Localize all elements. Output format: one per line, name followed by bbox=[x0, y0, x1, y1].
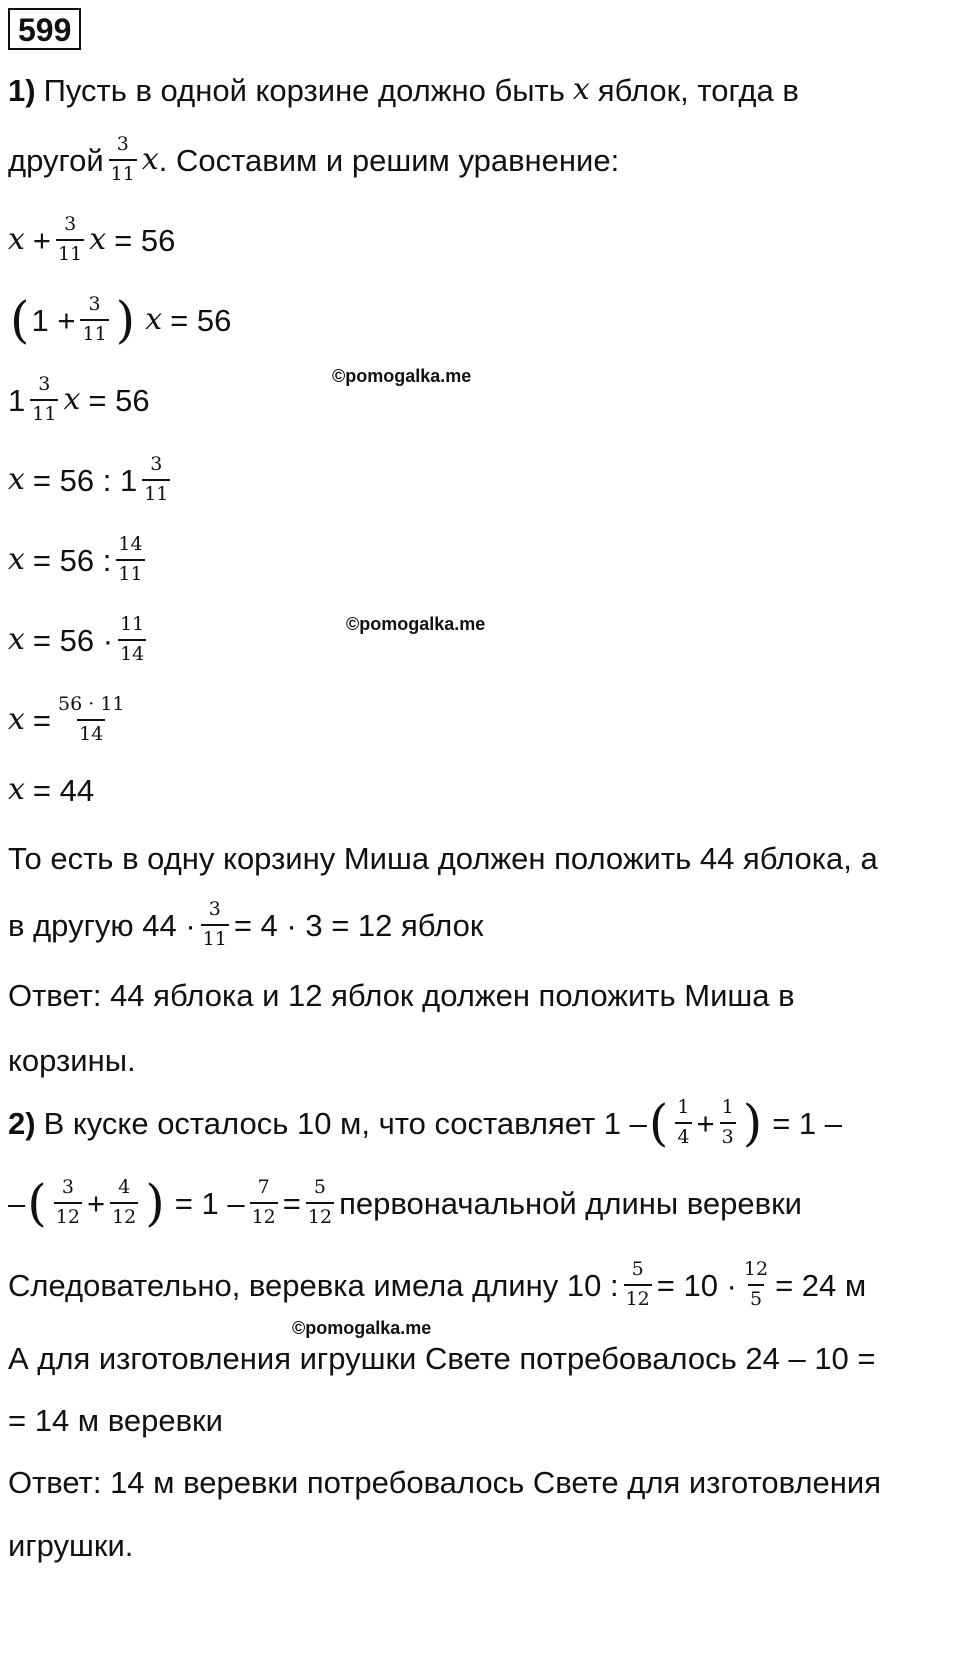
var-x: x bbox=[8, 702, 25, 737]
fraction-3-11: 3 11 bbox=[144, 453, 169, 505]
p2-l2-dash: – bbox=[8, 1185, 26, 1221]
eq2-one-plus: 1 + bbox=[31, 302, 76, 338]
p1-line2 bbox=[8, 130, 619, 190]
p1-eq5 bbox=[8, 530, 150, 590]
p2-answer-1: Ответ: 14 м веревки потребовалось Свете для изготовления bbox=[8, 1464, 881, 1500]
var-x: x bbox=[8, 222, 25, 257]
eq2-rhs: = 56 bbox=[170, 302, 232, 338]
mixed-whole: 1 bbox=[8, 382, 26, 418]
var-x: x bbox=[145, 302, 163, 337]
p2-l2-eq2: = bbox=[282, 1185, 301, 1221]
p1-label: 1) bbox=[8, 72, 36, 108]
p2-l2-text: первоначальной длины веревки bbox=[339, 1185, 802, 1221]
p2-line1 bbox=[8, 1093, 842, 1153]
fraction-1-3: $\frac{1}{3}$ bbox=[721, 1096, 734, 1148]
paren-open: ( bbox=[10, 291, 30, 349]
paren-open: ( bbox=[648, 1094, 669, 1152]
var-x: x bbox=[63, 382, 81, 417]
p1-eq8 bbox=[8, 760, 94, 820]
var-x: x bbox=[572, 72, 590, 107]
p1-line2-text-b: . Составим и решим уравнение: bbox=[158, 142, 620, 178]
paren-close: ) bbox=[115, 291, 136, 349]
fraction-11-14: 11 14 bbox=[120, 613, 145, 665]
problem-number-box: 599 bbox=[8, 8, 81, 50]
fraction-14-11: 14 11 bbox=[118, 533, 143, 585]
fraction-3-11: 3 11 bbox=[32, 373, 57, 425]
fraction-3-11: $\frac{3}{11}$ bbox=[202, 898, 227, 950]
paren-close: ) bbox=[742, 1094, 763, 1152]
fraction-56x11-14: $\frac{56 \cdot 11}{14}$ bbox=[58, 693, 125, 745]
fraction-1-4: 1 4 bbox=[677, 1096, 690, 1148]
p1-line2-text-a: другой bbox=[8, 142, 104, 178]
var-x: x bbox=[8, 772, 25, 807]
fraction-12-5: $\frac{12}{5}$ bbox=[743, 1258, 769, 1310]
p1-answer-1: Ответ: 44 яблока и 12 яблок должен положить Миша в bbox=[8, 977, 795, 1013]
watermark: ©pomogalka.me bbox=[346, 614, 486, 634]
fraction-4-12: $\frac{4}{12}$ bbox=[112, 1176, 137, 1228]
p1-eq2 bbox=[8, 290, 231, 350]
eq8-rhs: = 44 bbox=[32, 772, 95, 808]
paren-open: ( bbox=[27, 1174, 47, 1232]
p2-line4: А для изготовления игрушки Свете потребовалось 24 – 10 = bbox=[8, 1340, 876, 1376]
conclusion-2b: = 4 · 3 = 12 яблок bbox=[233, 907, 484, 943]
p1-eq1 bbox=[8, 210, 175, 270]
fraction-3-11: 3 11 bbox=[110, 133, 135, 185]
fraction-5-12: $\frac{5}{12}$ bbox=[625, 1258, 650, 1310]
var-x: x bbox=[8, 542, 25, 577]
p2-label: 2) bbox=[8, 1105, 36, 1141]
eq4-rhs: = 56 : 1 bbox=[32, 462, 138, 498]
fraction-5-12: $\frac{5}{12}$ bbox=[307, 1176, 333, 1228]
plus-sign: + bbox=[696, 1105, 715, 1141]
eq1-rhs: = 56 bbox=[114, 222, 176, 258]
fraction-3-11: $\frac{3}{11}$ bbox=[82, 293, 107, 345]
p2-l3-text: Следовательно, веревка имела длину 10 : bbox=[8, 1267, 619, 1303]
var-x: x bbox=[89, 222, 107, 257]
p2-l1-rhs: = 1 – bbox=[772, 1105, 843, 1141]
p1-line1-text-b: яблок, тогда в bbox=[597, 72, 799, 108]
var-x: x bbox=[8, 622, 25, 657]
eq5-rhs: = 56 : bbox=[32, 542, 112, 578]
plus-sign: + bbox=[86, 1185, 106, 1221]
p2-line5: = 14 м веревки bbox=[8, 1402, 223, 1438]
eq3-rhs: = 56 bbox=[88, 382, 150, 418]
fraction-3-11: $\frac{3}{11}$ bbox=[58, 213, 83, 265]
p1-answer-2: корзины. bbox=[8, 1042, 136, 1078]
p2-line2 bbox=[8, 1173, 802, 1233]
fraction-3-12: 3 12 bbox=[55, 1176, 80, 1228]
eq6-rhs: = 56 · bbox=[32, 622, 114, 658]
p2-l1-text: В куске осталось 10 м, что составляет 1 – bbox=[43, 1105, 647, 1141]
eq7-equals: = bbox=[32, 702, 52, 738]
p2-answer-2: игрушки. bbox=[8, 1527, 134, 1563]
var-x: x bbox=[141, 142, 159, 177]
p2-line3 bbox=[8, 1255, 866, 1315]
p1-eq4 bbox=[8, 450, 175, 510]
p1-conclusion-2 bbox=[8, 895, 483, 955]
p2-l3-mid: = 10 · bbox=[656, 1267, 737, 1303]
paren-close: ) bbox=[145, 1174, 165, 1232]
p1-eq7 bbox=[8, 690, 132, 750]
var-x: x bbox=[8, 462, 25, 497]
p1-line1 bbox=[8, 60, 799, 120]
watermark: ©pomogalka.me bbox=[292, 1318, 432, 1338]
p2-l2-eq: = 1 – bbox=[174, 1185, 245, 1221]
p2-l3-result: = 24 м bbox=[775, 1267, 867, 1303]
p1-line1-text-a: Пусть в одной корзине должно быть bbox=[43, 72, 565, 108]
plus-sign: + bbox=[32, 222, 52, 258]
watermark: ©pomogalka.me bbox=[332, 366, 472, 386]
p1-conclusion-1: То есть в одну корзину Миша должен положить 44 яблока, а bbox=[8, 840, 878, 876]
p1-eq6 bbox=[8, 610, 151, 670]
fraction-7-12: $\frac{7}{12}$ bbox=[251, 1176, 276, 1228]
conclusion-2a: в другую 44 · bbox=[8, 907, 196, 943]
p1-eq3 bbox=[8, 370, 150, 430]
